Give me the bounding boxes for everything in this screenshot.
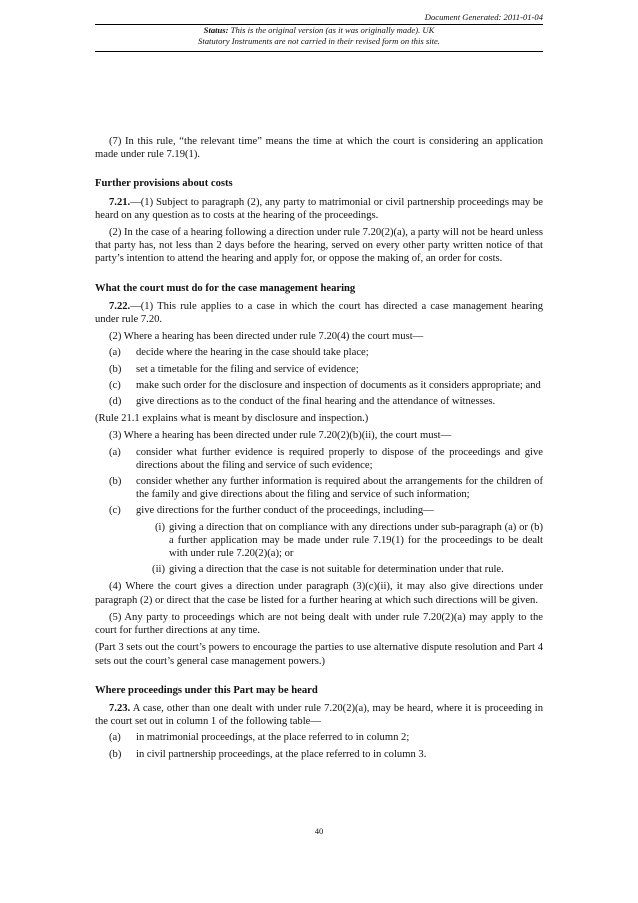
list-label: (c)	[109, 505, 121, 517]
list-label: (a)	[109, 732, 121, 744]
list-text: make such order for the disclosure and inspection of documents as it considers appropriate; and	[136, 379, 541, 391]
list-label: (b)	[109, 748, 122, 760]
rule-7-22-para-1	[95, 300, 543, 326]
list-label: (c)	[109, 379, 121, 391]
list-label: (b)	[109, 363, 122, 375]
list-item	[95, 504, 543, 517]
rule-text: —(1) This rule applies to a case in which the court has directed a case management hearing under rule 7.20.	[95, 300, 543, 326]
heading-where-proceedings-heard: Where proceedings under this Part may be heard	[95, 684, 318, 696]
rule-7-23-para-1	[95, 702, 543, 728]
page-number: 40	[314, 826, 324, 836]
rule-7-22-para-5: (5) Any party to proceedings which are not being dealt with under rule 7.20(2)(a) may apply to the court for further directions at any time.	[95, 611, 543, 637]
document-body	[95, 135, 543, 761]
sub-list-text: giving a direction that the case is not suitable for determination under that rule.	[169, 564, 504, 576]
status-label: Status:	[203, 25, 229, 35]
list-text: in civil partnership proceedings, at the place referred to in column 3.	[136, 748, 427, 760]
list-item	[95, 395, 543, 408]
rule-7-22-para-4: (4) Where the court gives a direction under paragraph (3)(c)(ii), it may also give directions under paragraph (2) or direct that the case be listed for a further hearing at which such directions will be given.	[95, 581, 543, 606]
list-label: (d)	[109, 396, 122, 408]
list-text: consider what further evidence is required properly to dispose of the proceedings and give directions about the filing and service of such evidence;	[136, 446, 543, 471]
rule-number: 7.21.	[109, 196, 131, 208]
paragraph-7: (7) In this rule, “the relevant time” means the time at which the court is considering an application made under rule 7.19(1).	[95, 136, 543, 161]
rule-number: 7.23.	[109, 702, 131, 714]
list-item	[95, 446, 543, 472]
status-banner	[95, 25, 543, 47]
heading-case-management-hearing: What the court must do for the case management hearing	[95, 282, 356, 294]
list-text: give directions for the further conduct of the proceedings, including—	[136, 505, 434, 517]
list-label: (a)	[109, 347, 121, 359]
document-generated-date: Document Generated: 2011-01-04	[424, 12, 543, 22]
rule-text: —(1) Subject to paragraph (2), any party to matrimonial or civil partnership proceedings may be heard on any question as to costs at the hearing of the proceedings.	[95, 196, 543, 221]
rule-7-22-para-3: (3) Where a hearing has been directed under rule 7.20(2)(b)(ii), the court must—	[109, 430, 452, 442]
rule-7-21-para-1	[95, 196, 543, 222]
rule-number: 7.22.	[109, 300, 131, 312]
list-text: give directions as to the conduct of the final hearing and the attendance of witnesses.	[136, 396, 496, 408]
sub-list-item	[95, 521, 543, 561]
sub-list-item	[95, 563, 543, 576]
sub-list-label: (i)	[155, 521, 165, 533]
heading-further-provisions-costs: Further provisions about costs	[95, 178, 233, 190]
rule-7-21-para-2: (2) In the case of a hearing following a direction under rule 7.20(2)(a), a party will not be heard unless that party has, not less than 2 days before the hearing, served on every other party written notice of that party’s intention to attend the hearing and apply for, or oppose the making of, an order for costs.	[95, 227, 543, 265]
note-case-management-powers: (Part 3 sets out the court’s powers to encourage the parties to use alternative dispute resolution and Part 4 sets out the court’s general case management powers.)	[95, 642, 543, 667]
list-item	[95, 346, 543, 359]
sub-list-text: giving a direction that on compliance with any directions under sub-paragraph (a) or (b) a further application may be made under rule 7.19(1) for the proceedings to be dealt with under rule 7.20(2)(a); or	[169, 521, 543, 560]
rule-text: A case, other than one dealt with under rule 7.20(2)(a), may be heard, where it is proceeding in the court set out in column 1 of the following table—	[95, 702, 543, 728]
list-item	[95, 363, 543, 376]
note-disclosure: (Rule 21.1 explains what is meant by disclosure and inspection.)	[95, 413, 369, 425]
status-text-line2: Statutory Instruments are not carried in their revised form on this site.	[198, 36, 440, 46]
list-item	[95, 475, 543, 501]
header-rule-bottom	[95, 51, 543, 52]
list-label: (b)	[109, 476, 122, 488]
list-text: in matrimonial proceedings, at the place referred to in column 2;	[136, 732, 410, 744]
list-item	[95, 748, 543, 761]
list-text: decide where the hearing in the case should take place;	[136, 347, 369, 359]
list-item	[95, 379, 543, 392]
list-text: set a timetable for the filing and service of evidence;	[136, 363, 359, 375]
list-label: (a)	[109, 446, 121, 458]
sub-list-label: (ii)	[152, 564, 165, 576]
status-text: This is the original version (as it was originally made). UK	[230, 25, 435, 35]
list-text: consider whether any further information is required about the arrangements for the children of the family and give directions about the filing and service of such information;	[136, 476, 543, 501]
list-item	[95, 731, 543, 744]
rule-7-22-para-2: (2) Where a hearing has been directed under rule 7.20(4) the court must—	[109, 331, 424, 343]
